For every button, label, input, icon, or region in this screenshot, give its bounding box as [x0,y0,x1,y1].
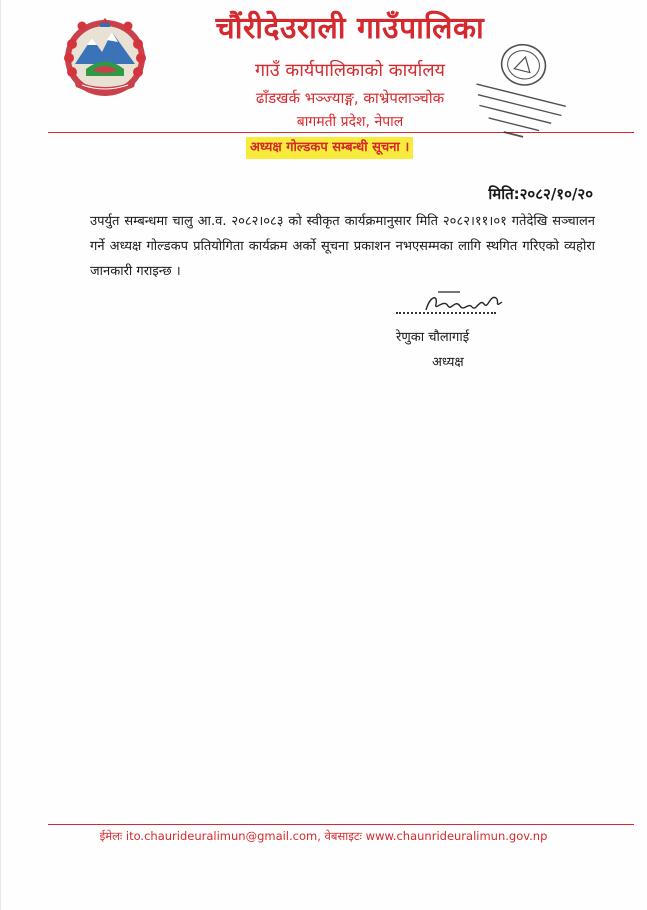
notice-subject: अध्यक्ष गोल्डकप सम्बन्धी सूचना । [246,137,413,159]
signer-name: रेणुका चौलागाई [396,330,470,345]
office-name: चौंरीदेउराली गाउँपालिका [215,11,485,46]
footer-contact: ईमेलः ito.chaurideuralimun@gmail.com, वेबसाइटः www.chaunrideuralimun.gov.np [99,829,548,843]
footer-divider [48,824,634,825]
office-subtitle: गाउँ कार्यपालिकाको कार्यालय [255,60,445,81]
office-province: बागमती प्रदेश, नेपाल [296,114,404,130]
signature-line [396,312,496,314]
signer-title: अध्यक्ष [432,355,464,370]
notice-body: उपर्युत सम्बन्धमा चालु आ.व. २०८२।०८३ को स्वीकृत कार्यक्रमानुसार मिति २०८२।११।०१ गतेदेखि सञ्चालन गर्ने अध्यक्ष गोल्डकप प्रतियोगिता कार्यक्रम अर्को सूचना प्रकाशन नभएसम्मका लागि स्थगित गरिएको व्यहोरा जानकारी गराइन्छ । [90,214,595,279]
office-stamp-icon [462,36,588,148]
nepal-emblem-icon [60,14,150,100]
office-address: ढाँडखर्क भञ्ज्याङ्ग, काभ्रेपलाञ्चोक [255,89,445,107]
notice-date: मिति:२०८२/१०/२० [488,185,593,203]
